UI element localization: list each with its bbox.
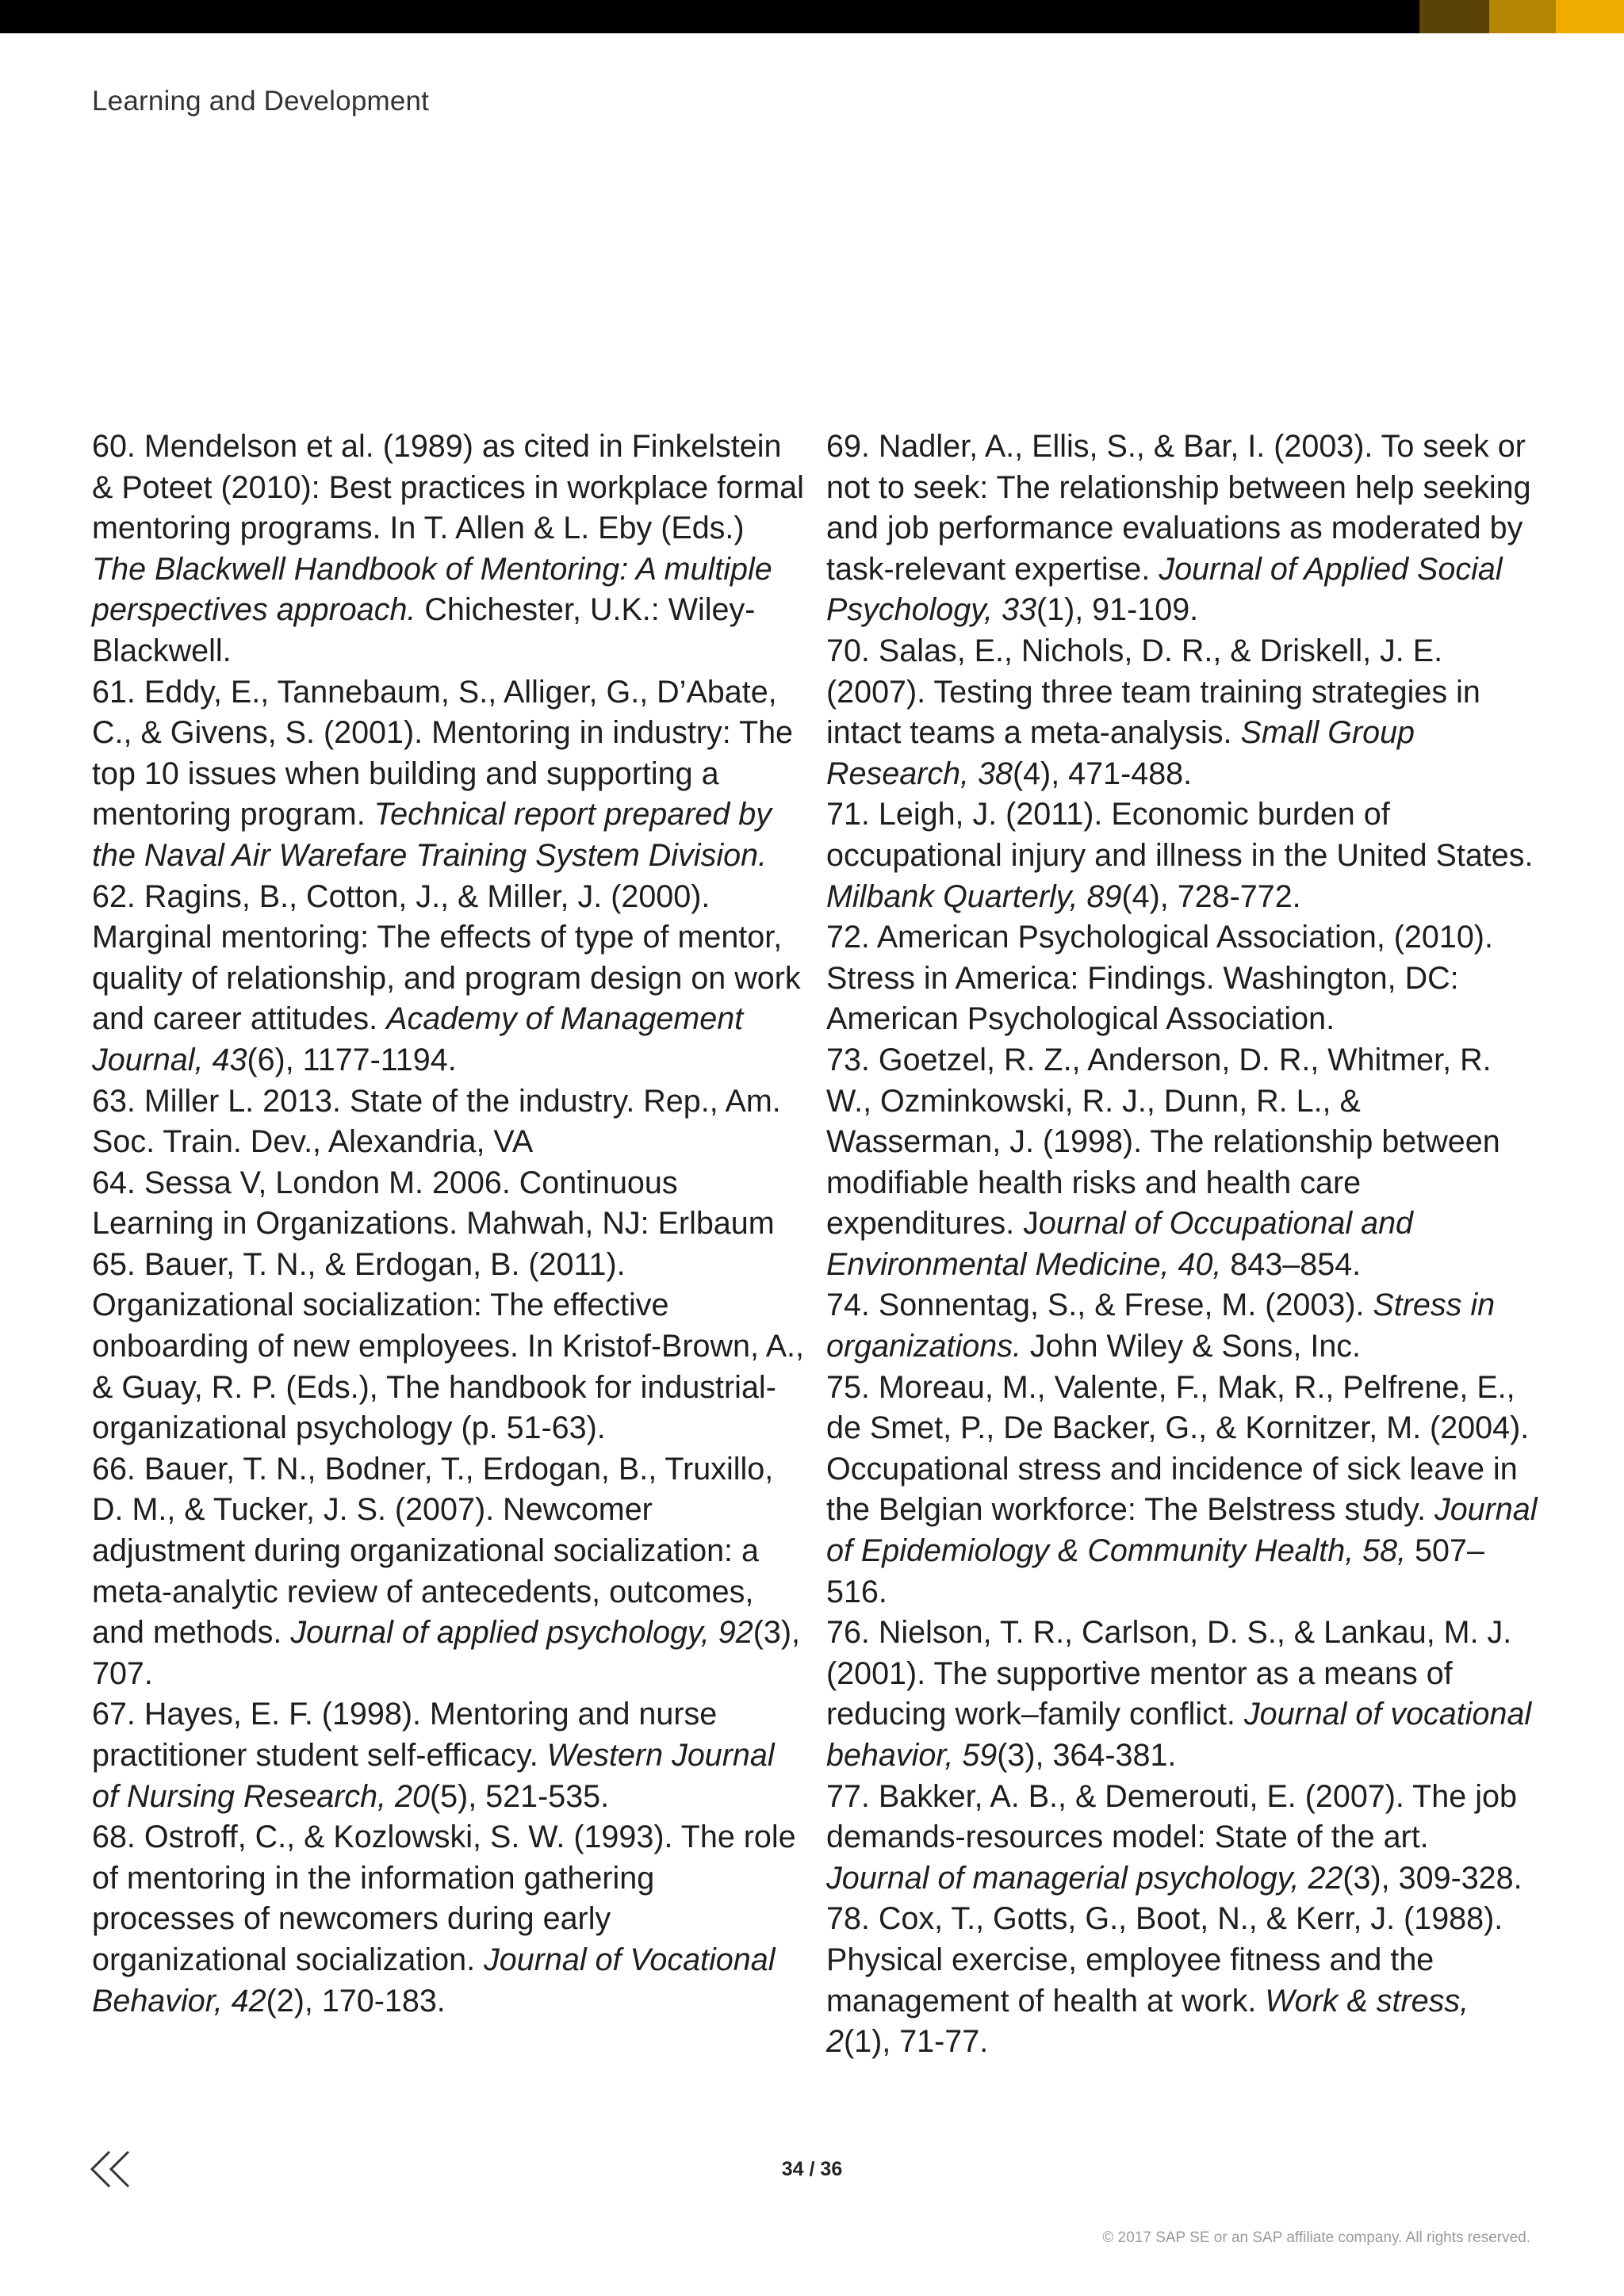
- reference-entry: [826, 917, 1540, 1040]
- reference-entry: [826, 1613, 1540, 1776]
- reference-entry: [92, 1245, 806, 1449]
- reference-text: (6), 1177-1194.: [247, 1042, 457, 1077]
- reference-entry: [92, 1817, 806, 2022]
- brand-bar: [0, 0, 1624, 33]
- reference-source-italic: Western Journal of Nursing Research, 20: [92, 1738, 775, 1814]
- reference-source-italic: Milbank Quarterly, 89: [826, 878, 1122, 914]
- reference-entry: [826, 1285, 1540, 1367]
- reference-text: 61. Eddy, E., Tannebaum, S., Alliger, G., D’Abate, C., & Givens, S. (2001). Mentoring in industry: The top 10 issues when building and supporting a mentoring program.: [92, 674, 794, 832]
- reference-entry: [826, 1777, 1540, 1900]
- reference-text: 60. Mendelson et al. (1989) as cited in Finkelstein & Poteet (2010): Best practices in workplace formal mentoring programs. In T. Allen & L. Eby (Eds.): [92, 429, 804, 546]
- reference-text: (4), 728-772.: [1121, 878, 1301, 914]
- reference-text: (3), 707.: [92, 1615, 800, 1691]
- reference-source-italic: Technical report prepared by the Naval Air Warefare Training System Division.: [92, 797, 772, 873]
- reference-text: 76. Nielson, T. R., Carlson, D. S., & Lankau, M. J. (2001). The supportive mentor as a means of reducing work–family conflict.: [826, 1615, 1512, 1732]
- reference-entry: [92, 427, 806, 672]
- reference-entry: [826, 1040, 1540, 1286]
- reference-entry: [92, 672, 806, 877]
- reference-text: 71. Leigh, J. (2011). Economic burden of occupational injury and illness in the United States.: [826, 797, 1534, 873]
- reference-source-italic: Journal of vocational behavior, 59: [826, 1697, 1532, 1773]
- reference-text: 843–854.: [1221, 1246, 1362, 1282]
- reference-text: (1), 91-109.: [1036, 592, 1199, 628]
- reference-text: 69. Nadler, A., Ellis, S., & Bar, I. (2003). To seek or not to seek: The relationship between help seeking and job performance evaluations as moderated by task-relevant expertise.: [826, 429, 1531, 587]
- brand-bar-segment-light: [1556, 0, 1624, 33]
- brand-bar-segment-mid: [1489, 0, 1556, 33]
- reference-text: (3), 309-328.: [1342, 1860, 1522, 1896]
- reference-source-italic: Journal of applied psychology, 92: [290, 1615, 753, 1651]
- reference-text: 72. American Psychological Association, (2010). Stress in America: Findings. Washington, DC: American Psychological Association.: [826, 920, 1493, 1037]
- reference-source-italic: Journal of managerial psychology, 22: [826, 1860, 1343, 1896]
- copyright-notice: © 2017 SAP SE or an SAP affiliate company. All rights reserved.: [1102, 2229, 1530, 2246]
- reference-source-italic: Journal of Vocational Behavior, 42: [92, 1942, 776, 2019]
- reference-text: 65. Bauer, T. N., & Erdogan, B. (2011). Organizational socialization: The effective onboarding of new employees. In Kristof-Brown, A., & Guay, R. P. (Eds.), The handbook for industrial-organizational psychology (p. 51-63).: [92, 1246, 805, 1446]
- reference-entry: [826, 794, 1540, 917]
- reference-text: 73. Goetzel, R. Z., Anderson, D. R., Whitmer, R. W., Ozminkowski, R. J., Dunn, R. L., & Wasserman, J. (1998). The relationship between modifiable health risks and health care expenditures. J: [826, 1042, 1500, 1242]
- page-number: 34 / 36: [781, 2158, 843, 2180]
- reference-text: 62. Ragins, B., Cotton, J., & Miller, J. (2000). Marginal mentoring: The effects of type of mentor, quality of relationship, and program design on work and career attitudes.: [92, 878, 801, 1037]
- reference-text: 78. Cox, T., Gotts, G., Boot, N., & Kerr, J. (1988). Physical exercise, employee fitness and the management of health at work.: [826, 1901, 1503, 2019]
- running-header: Learning and Development: [92, 86, 430, 117]
- reference-text: John Wiley & Sons, Inc.: [1021, 1329, 1362, 1364]
- reference-text: (1), 71-77.: [843, 2024, 989, 2060]
- reference-text: Chichester, U.K.: Wiley-Blackwell.: [92, 592, 756, 668]
- reference-text: (2), 170-183.: [266, 1983, 446, 2019]
- reference-source-italic: Journal of Epidemiology & Community Health, 58,: [826, 1492, 1538, 1569]
- references-right-column: [826, 427, 1540, 2063]
- reference-text: (4), 471-488.: [1012, 756, 1193, 791]
- reference-source-italic: Journal of Applied Social Psychology, 33: [826, 551, 1503, 628]
- reference-text: 68. Ostroff, C., & Kozlowski, S. W. (1993). The role of mentoring in the information gathering processes of newcomers during early organizational socialization.: [92, 1820, 796, 1977]
- reference-source-italic: Academy of Management Journal, 43: [92, 1001, 744, 1077]
- brand-bar-segment-dark: [1419, 0, 1489, 33]
- reference-entry: [826, 1368, 1540, 1613]
- reference-entry: [826, 1899, 1540, 2062]
- reference-text: 67. Hayes, E. F. (1998). Mentoring and nurse practitioner student self-efficacy.: [92, 1697, 718, 1773]
- reference-text: 77. Bakker, A. B., & Demerouti, E. (2007). The job demands-resources model: State of the art.: [826, 1778, 1517, 1855]
- references-left-column: [92, 427, 806, 2022]
- reference-source-italic: Stress in organizations.: [826, 1288, 1496, 1364]
- reference-entry: [92, 1449, 806, 1695]
- reference-entry: [92, 1694, 806, 1817]
- reference-source-italic: Small Group Research, 38: [826, 715, 1415, 791]
- reference-text: (3), 364-381.: [997, 1738, 1177, 1773]
- reference-text: 70. Salas, E., Nichols, D. R., & Driskell, J. E. (2007). Testing three team training strategies in intact teams a meta-analysis.: [826, 633, 1480, 751]
- reference-text: 74. Sonnentag, S., & Frese, M. (2003).: [826, 1288, 1373, 1323]
- reference-text: 63. Miller L. 2013. State of the industry. Rep., Am. Soc. Train. Dev., Alexandria, VA: [92, 1083, 781, 1160]
- reference-source-italic: Work & stress, 2: [826, 1983, 1469, 2060]
- reference-text: 66. Bauer, T. N., Bodner, T., Erdogan, B., Truxillo, D. M., & Tucker, J. S. (2007). Newcomer adjustment during organizational socialization: a meta-analytic review of antecedents, outcomes, and methods.: [92, 1451, 774, 1651]
- reference-text: 507–516.: [826, 1533, 1484, 1609]
- reference-source-italic: The Blackwell Handbook of Mentoring: A multiple perspectives approach.: [92, 551, 772, 628]
- reference-text: 75. Moreau, M., Valente, F., Mak, R., Pelfrene, E., de Smet, P., De Backer, G., & Kornitzer, M. (2004). Occupational stress and incidence of sick leave in the Belgian workforce: The Belstress study.: [826, 1369, 1530, 1528]
- reference-source-italic: ournal of Occupational and Environmental Medicine, 40,: [826, 1206, 1414, 1282]
- reference-text: 64. Sessa V, London M. 2006. Continuous Learning in Organizations. Mahwah, NJ: Erlbaum: [92, 1165, 775, 1242]
- reference-entry: [826, 631, 1540, 794]
- reference-entry: [92, 1081, 806, 1163]
- reference-entry: [826, 427, 1540, 631]
- reference-text: (5), 521-535.: [429, 1778, 610, 1814]
- reference-entry: [92, 877, 806, 1081]
- reference-entry: [92, 1163, 806, 1245]
